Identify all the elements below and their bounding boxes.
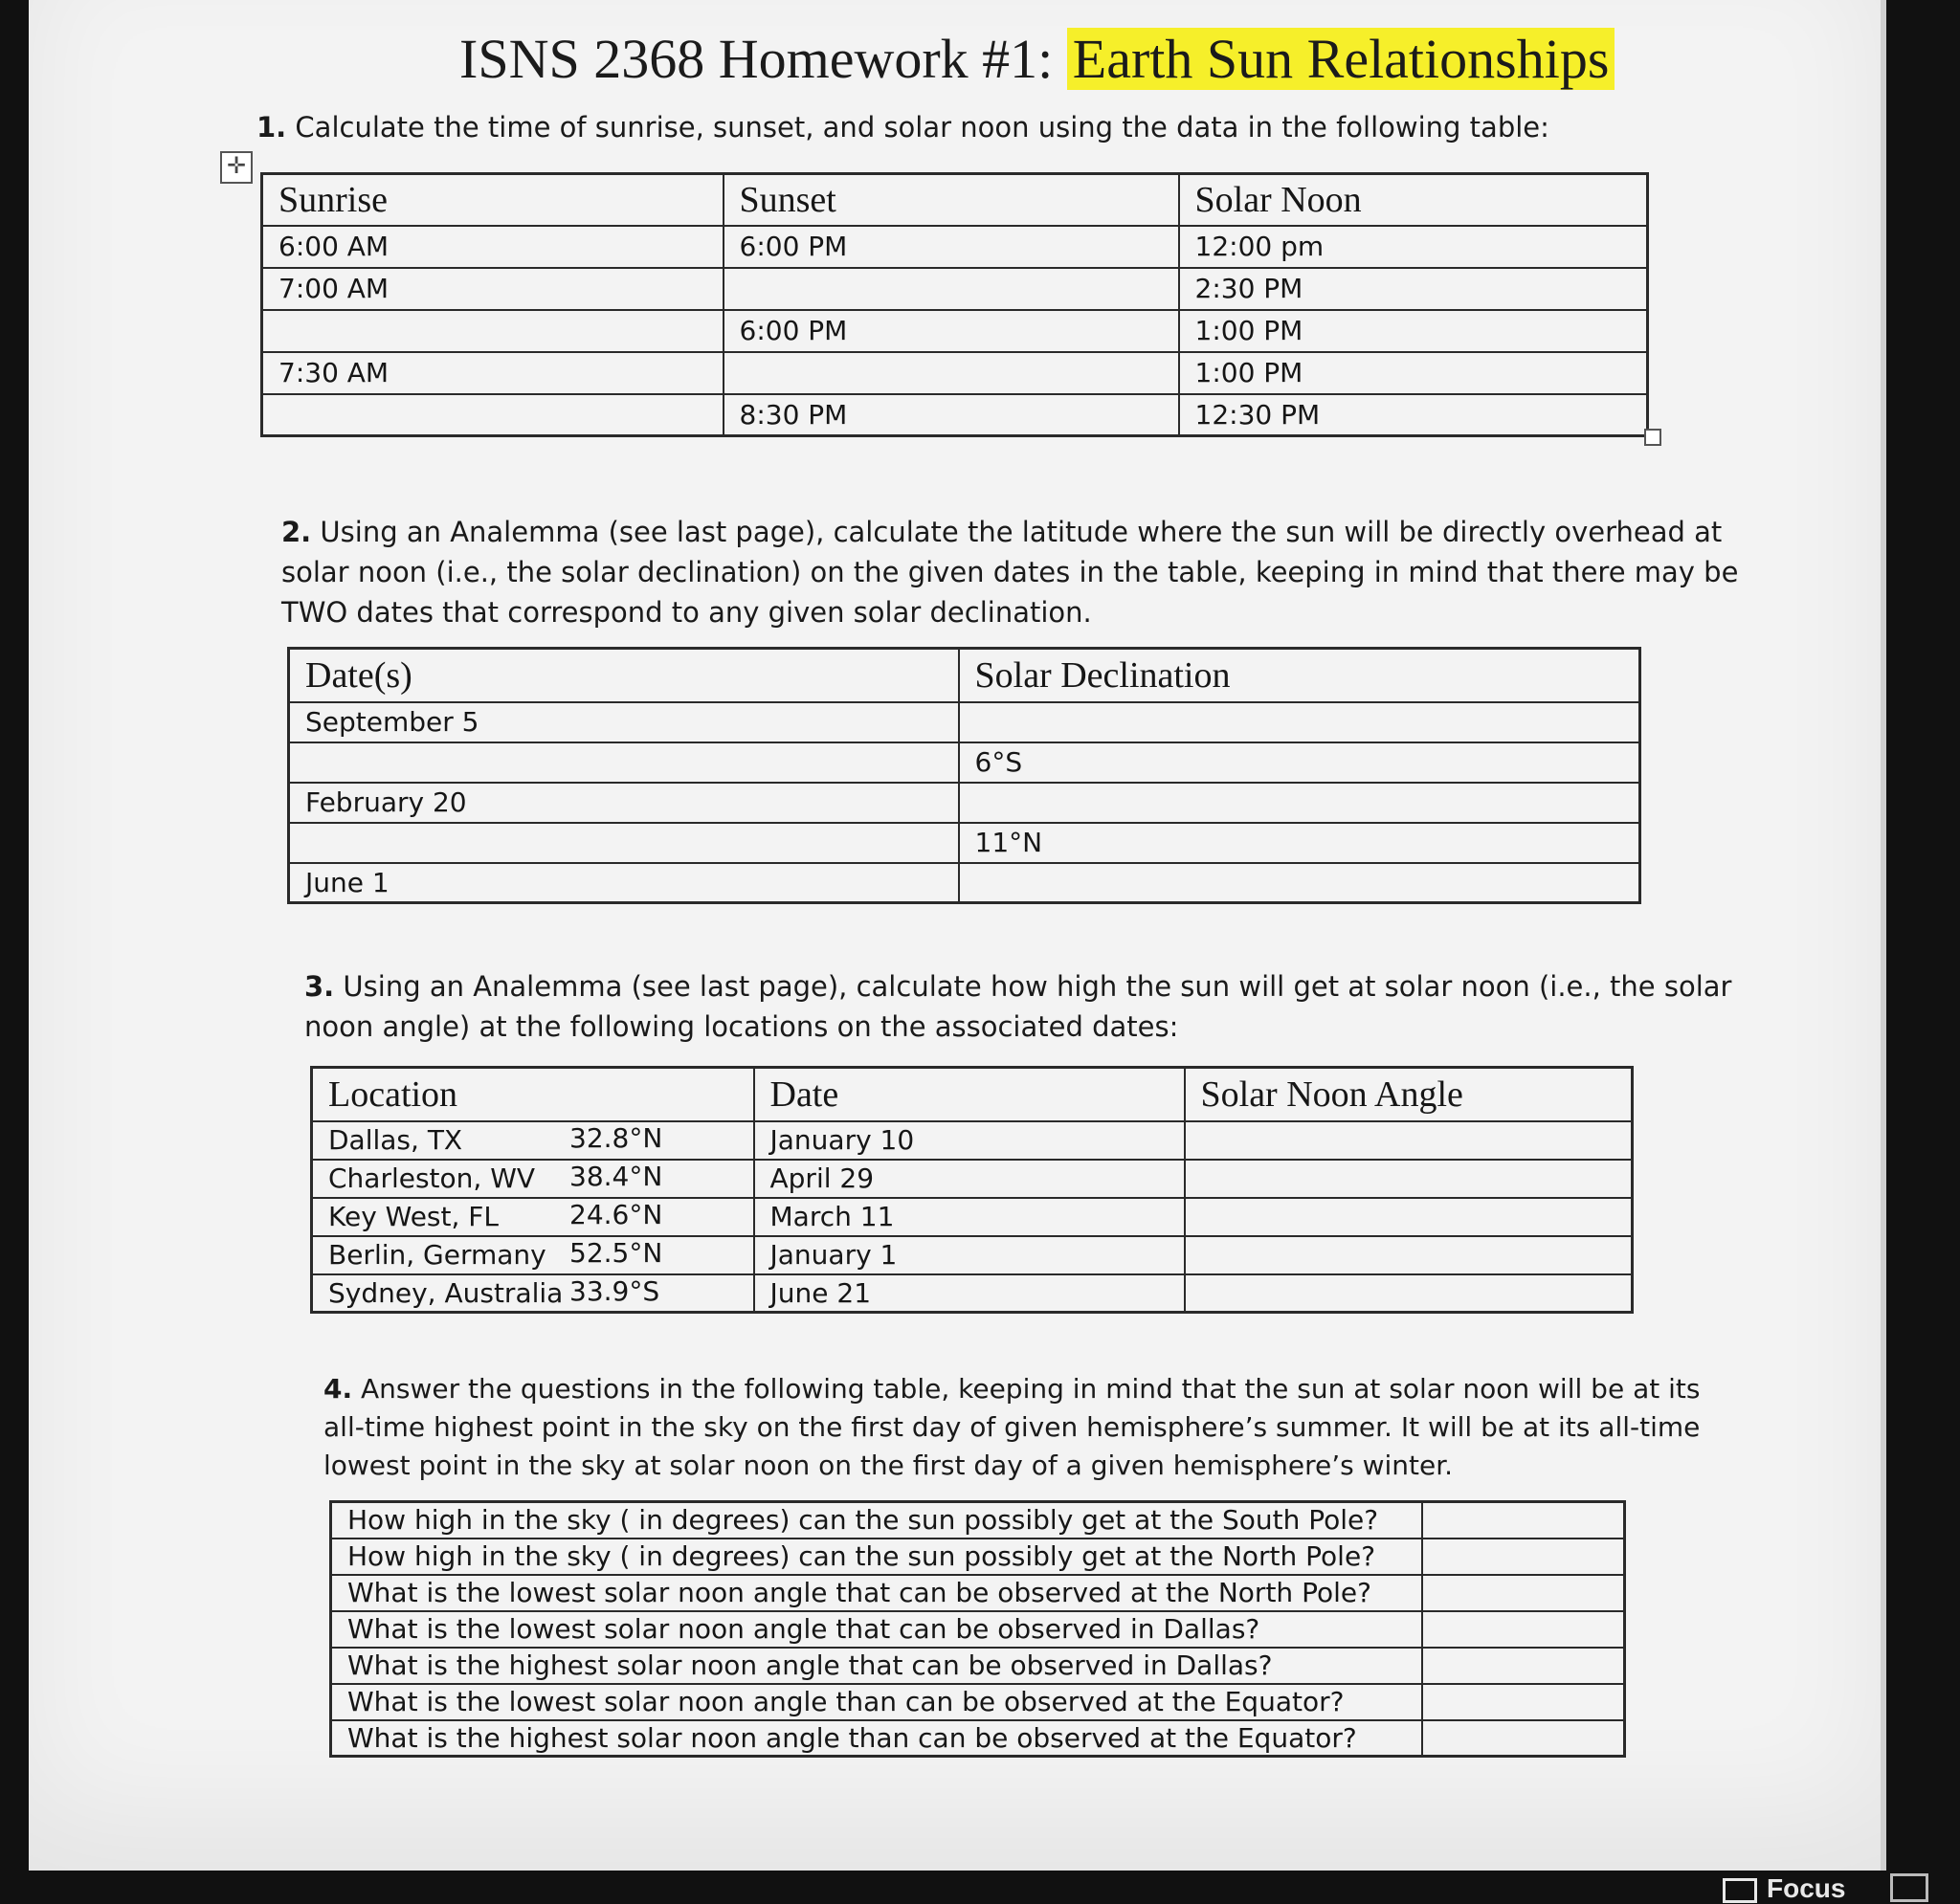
- document-page: [29, 0, 1886, 1871]
- page-title: [459, 27, 1615, 91]
- table-row: [262, 268, 1648, 310]
- cell-location[interactable]: [312, 1121, 754, 1160]
- cell-sunrise[interactable]: 6:00 AM: [262, 226, 724, 268]
- header-solar-noon: Solar Noon: [1179, 174, 1648, 226]
- location-latitude: 32.8°N: [569, 1121, 663, 1154]
- location-name: Sydney, Australia: [328, 1276, 564, 1309]
- cell-sunrise[interactable]: 7:30 AM: [262, 352, 724, 394]
- question-number: 4.: [323, 1373, 353, 1405]
- table-row: [262, 310, 1648, 352]
- cell-solar-noon[interactable]: 2:30 PM: [1179, 268, 1648, 310]
- cell-sunset[interactable]: [724, 352, 1179, 394]
- table-row: [331, 1720, 1625, 1757]
- cell-date[interactable]: [289, 742, 959, 783]
- cell-date[interactable]: June 21: [754, 1274, 1185, 1313]
- question-2: [281, 512, 1738, 632]
- location-name: Dallas, TX: [328, 1124, 463, 1156]
- cell-location[interactable]: [312, 1160, 754, 1198]
- location-name: Berlin, Germany: [328, 1239, 546, 1271]
- question-1: [256, 107, 1549, 147]
- location-name: Charleston, WV: [328, 1162, 536, 1194]
- cell-declination[interactable]: [959, 702, 1640, 742]
- cell-answer[interactable]: [1422, 1575, 1625, 1611]
- cell-location[interactable]: [312, 1198, 754, 1236]
- cell-answer[interactable]: [1422, 1502, 1625, 1539]
- table-row: [331, 1539, 1625, 1575]
- cell-answer[interactable]: [1422, 1539, 1625, 1575]
- q4-table: [329, 1500, 1626, 1758]
- cell-angle[interactable]: [1185, 1121, 1633, 1160]
- table-row: [312, 1236, 1633, 1274]
- header-solar-noon-angle: Solar Noon Angle: [1185, 1068, 1633, 1121]
- location-latitude: 38.4°N: [569, 1160, 663, 1192]
- header-location: Location: [312, 1068, 754, 1121]
- cell-angle[interactable]: [1185, 1236, 1633, 1274]
- header-sunset: Sunset: [724, 174, 1179, 226]
- cell-date[interactable]: January 10: [754, 1121, 1185, 1160]
- table-row: [312, 1274, 1633, 1313]
- cell-solar-noon[interactable]: 1:00 PM: [1179, 310, 1648, 352]
- question-text: TWO dates that correspond to any given solar declination.: [281, 596, 1092, 629]
- cell-sunset[interactable]: 8:30 PM: [724, 394, 1179, 436]
- table-row: [289, 823, 1640, 863]
- cell-declination[interactable]: 6°S: [959, 742, 1640, 783]
- focus-mode-button[interactable]: [1723, 1873, 1845, 1904]
- cell-declination[interactable]: [959, 863, 1640, 903]
- cell-solar-noon[interactable]: 12:30 PM: [1179, 394, 1648, 436]
- table-row: [312, 1121, 1633, 1160]
- table-row: [262, 352, 1648, 394]
- location-latitude: 24.6°N: [569, 1198, 663, 1230]
- cell-angle[interactable]: [1185, 1198, 1633, 1236]
- question-4: [323, 1370, 1700, 1485]
- cell-declination[interactable]: [959, 783, 1640, 823]
- table-row: [262, 394, 1648, 436]
- focus-label: Focus: [1767, 1873, 1846, 1903]
- question-text: Using an Analemma (see last page), calculate the latitude where the sun will be directly overhead at: [320, 516, 1723, 548]
- cell-sunrise[interactable]: [262, 394, 724, 436]
- table-row: [331, 1648, 1625, 1684]
- table-row: [331, 1684, 1625, 1720]
- table-row: [331, 1611, 1625, 1648]
- cell-solar-noon[interactable]: 1:00 PM: [1179, 352, 1648, 394]
- table-row: [331, 1502, 1625, 1539]
- cell-question: What is the lowest solar noon angle than can be observed at the Equator?: [331, 1684, 1422, 1720]
- question-number: 3.: [304, 970, 335, 1003]
- header-sunrise: Sunrise: [262, 174, 724, 226]
- question-text: lowest point in the sky at solar noon on the first day of a given hemisphere’s winter.: [323, 1450, 1454, 1481]
- header-solar-declination: Solar Declination: [959, 649, 1640, 702]
- question-number: 2.: [281, 516, 312, 548]
- cell-sunrise[interactable]: 7:00 AM: [262, 268, 724, 310]
- table-move-handle-icon[interactable]: ✛: [220, 151, 253, 184]
- question-text: Answer the questions in the following table, keeping in mind that the sun at solar noon will be at its: [361, 1373, 1701, 1405]
- cell-angle[interactable]: [1185, 1160, 1633, 1198]
- cell-location[interactable]: [312, 1274, 754, 1313]
- cell-question: What is the highest solar noon angle than can be observed at the Equator?: [331, 1720, 1422, 1757]
- table-row: [289, 742, 1640, 783]
- cell-question: How high in the sky ( in degrees) can the sun possibly get at the South Pole?: [331, 1502, 1422, 1539]
- location-name: Key West, FL: [328, 1201, 500, 1232]
- cell-sunrise[interactable]: [262, 310, 724, 352]
- cell-date[interactable]: September 5: [289, 702, 959, 742]
- cell-answer[interactable]: [1422, 1684, 1625, 1720]
- table-resize-handle-icon[interactable]: [1644, 429, 1661, 446]
- header-dates: Date(s): [289, 649, 959, 702]
- cell-answer[interactable]: [1422, 1611, 1625, 1648]
- question-3: [304, 966, 1731, 1047]
- focus-icon: [1723, 1878, 1757, 1903]
- cell-sunset[interactable]: 6:00 PM: [724, 310, 1179, 352]
- table-header-row: [312, 1068, 1633, 1121]
- cell-answer[interactable]: [1422, 1648, 1625, 1684]
- q3-table: [310, 1066, 1634, 1314]
- header-date: Date: [754, 1068, 1185, 1121]
- table-row: [312, 1198, 1633, 1236]
- q1-table: [260, 172, 1649, 437]
- cell-date[interactable]: June 1: [289, 863, 959, 903]
- location-latitude: 52.5°N: [569, 1236, 663, 1269]
- cell-question: What is the lowest solar noon angle that can be observed in Dallas?: [331, 1611, 1422, 1648]
- table-row: [331, 1575, 1625, 1611]
- cell-date[interactable]: January 1: [754, 1236, 1185, 1274]
- cell-date[interactable]: March 11: [754, 1198, 1185, 1236]
- title-highlight: Earth Sun Relationships: [1067, 28, 1615, 90]
- table-row: [289, 702, 1640, 742]
- cell-sunset[interactable]: 6:00 PM: [724, 226, 1179, 268]
- q2-table: [287, 647, 1641, 904]
- title-prefix: ISNS 2368 Homework #1:: [459, 28, 1067, 90]
- question-text: Calculate the time of sunrise, sunset, and solar noon using the data in the following table:: [295, 111, 1549, 144]
- cell-date[interactable]: April 29: [754, 1160, 1185, 1198]
- table-row: [312, 1160, 1633, 1198]
- table-row: [262, 226, 1648, 268]
- cell-declination[interactable]: 11°N: [959, 823, 1640, 863]
- cell-angle[interactable]: [1185, 1274, 1633, 1313]
- question-text: noon angle) at the following locations on the associated dates:: [304, 1010, 1179, 1043]
- table-header-row: [289, 649, 1640, 702]
- question-text: Using an Analemma (see last page), calculate how high the sun will get at solar noon (i.e., the solar: [343, 970, 1732, 1003]
- question-text: all-time highest point in the sky on the first day of given hemisphere’s summer. It will be at its all-time: [323, 1411, 1701, 1443]
- table-header-row: [262, 174, 1648, 226]
- location-latitude: 33.9°S: [569, 1274, 660, 1307]
- table-row: [289, 863, 1640, 903]
- cell-date[interactable]: [289, 823, 959, 863]
- cell-question: What is the lowest solar noon angle that can be observed at the North Pole?: [331, 1575, 1422, 1611]
- cell-answer[interactable]: [1422, 1720, 1625, 1757]
- question-number: 1.: [256, 111, 287, 144]
- cell-sunset[interactable]: [724, 268, 1179, 310]
- cell-question: What is the highest solar noon angle that can be observed in Dallas?: [331, 1648, 1422, 1684]
- cell-solar-noon[interactable]: 12:00 pm: [1179, 226, 1648, 268]
- table-row: [289, 783, 1640, 823]
- cell-question: How high in the sky ( in degrees) can the sun possibly get at the North Pole?: [331, 1539, 1422, 1575]
- cell-location[interactable]: [312, 1236, 754, 1274]
- question-text: solar noon (i.e., the solar declination) on the given dates in the table, keeping in mind that there may be: [281, 556, 1739, 588]
- cell-date[interactable]: February 20: [289, 783, 959, 823]
